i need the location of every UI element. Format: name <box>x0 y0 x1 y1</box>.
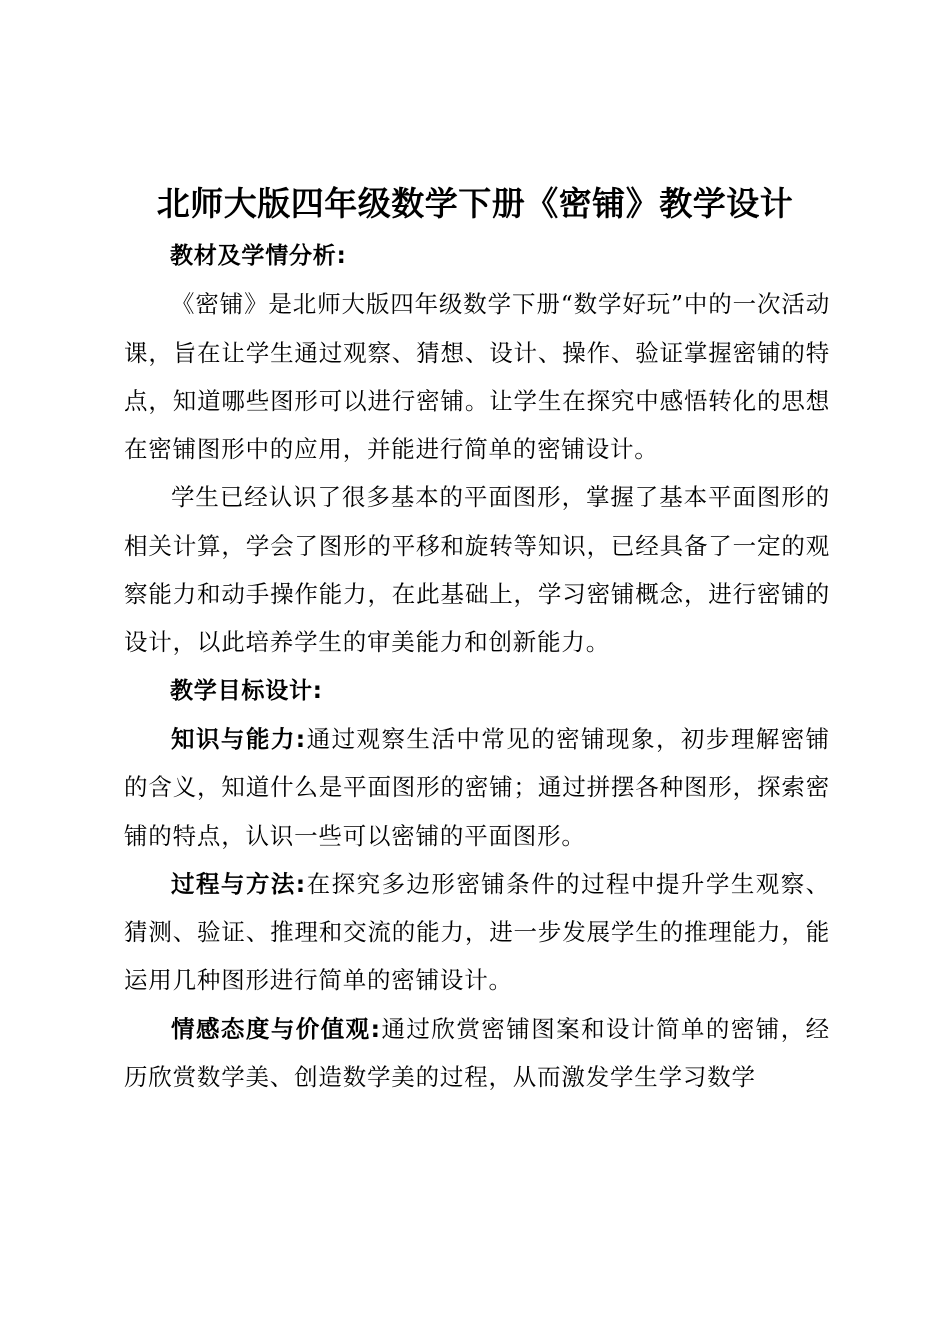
goal-text-process: 在探究多边形密铺条件的过程中提升学生观察、猜测、验证、推理和交流的能力，进一步发展学生的推理能力，能运用几种图形进行简单的密铺设计。 <box>124 869 830 995</box>
document-title: 北师大版四年级数学下册《密铺》教学设计 <box>156 184 794 223</box>
paragraph-material-analysis: 《密铺》是北师大版四年级数学下册“数学好玩”中的一次活动课，旨在让学生通过观察、猜想、设计、操作、验证掌握密铺的特点，知道哪些图形可以进行密铺。让学生在探究中感悟转化的思想在密铺图形中的应用，并能进行简单的密铺设计。 <box>124 290 830 464</box>
paragraph-goal-knowledge <box>124 715 830 860</box>
paragraph-student-analysis: 学生已经认识了很多基本的平面图形，掌握了基本平面图形的相关计算，学会了图形的平移和旋转等知识，已经具备了一定的观察能力和动手操作能力，在此基础上，学习密铺概念，进行密铺的设计，以此培养学生的审美能力和创新能力。 <box>124 483 830 657</box>
goal-text-knowledge: 通过观察生活中常见的密铺现象，初步理解密铺的含义，知道什么是平面图形的密铺；通过拼摆各种图形，探索密铺的特点，认识一些可以密铺的平面图形。 <box>124 724 830 850</box>
goal-text-emotion: 通过欣赏密铺图案和设计简单的密铺，经历欣赏数学美、创造数学美的过程，从而激发学生学习数学 <box>124 1014 830 1092</box>
paragraph-goal-process <box>124 860 830 1005</box>
goal-label-emotion: 情感态度与价值观: <box>171 1014 381 1043</box>
paragraph-goal-emotion <box>124 1005 830 1102</box>
goal-label-process: 过程与方法: <box>171 869 306 898</box>
section-heading-analysis: 教材及学情分析: <box>170 243 347 269</box>
document-body <box>124 232 830 1101</box>
section-heading-goals: 教学目标设计: <box>170 677 323 704</box>
goal-label-knowledge: 知识与能力: <box>171 724 306 753</box>
